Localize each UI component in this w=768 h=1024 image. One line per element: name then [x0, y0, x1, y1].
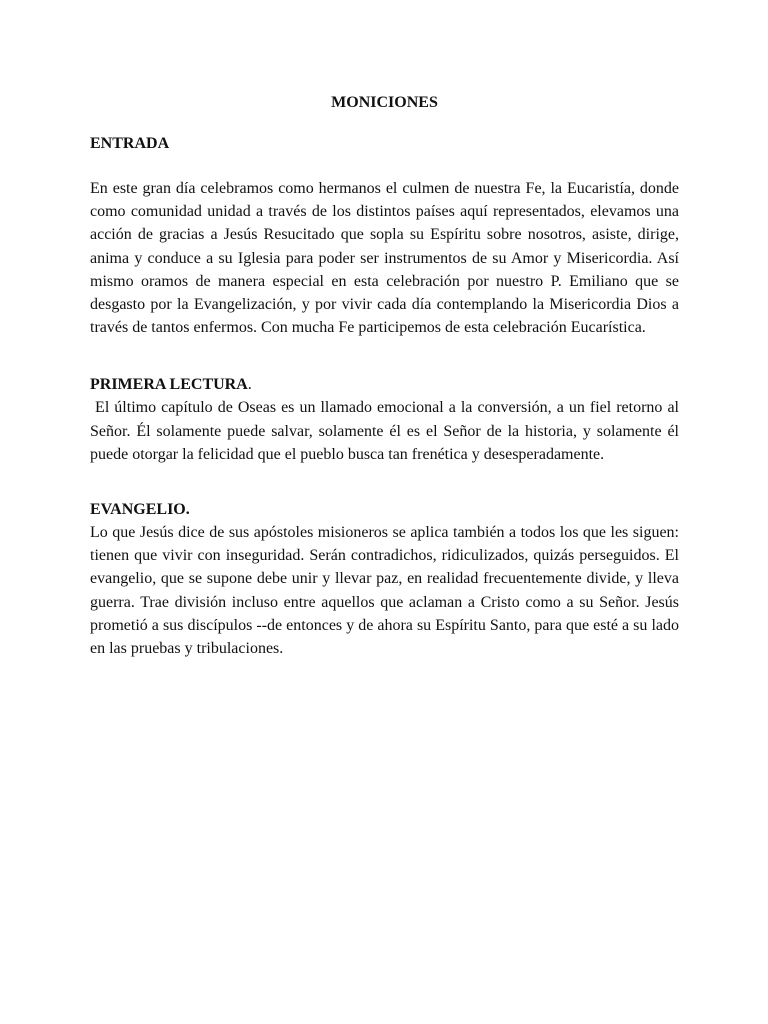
- section-heading-evangelio: EVANGELIO.: [90, 501, 190, 519]
- section-body-evangelio: Lo que Jesús dice de sus apóstoles misioneros se aplica también a todos los que les siguen: tienen que vivir con inseguridad. Serán contradichos, ridiculizados, quizás perseguidos. El evangelio, que se supone debe unir y llevar paz, en realidad frecuentemente divide, y lleva guerra. Trae división incluso entre aquellos que aclaman a Cristo como a su Señor. Jesús prometió a sus discípulos --de entonces y de ahora su Espíritu Santo, para que esté a su lado en las pruebas y tribulaciones.: [90, 524, 679, 658]
- section-heading-primera-lectura: [90, 373, 679, 396]
- document-title: MONICIONES: [331, 94, 438, 111]
- section-heading-entrada: ENTRADA: [90, 135, 170, 152]
- section-body-entrada: En este gran día celebramos como hermanos el culmen de nuestra Fe, la Eucaristía, donde como comunidad unidad a través de los distintos países aquí representados, elevamos una acción de gracias a Jesús Resucitado que sopla su Espíritu sobre nosotros, asiste, dirige, anima y conduce a su Iglesia para poder ser instrumentos de su Amor y Misericordia. Así mismo oramos de manera especial en esta celebración por nuestro P. Emiliano que se desgasto por la Evangelización, y por vivir cada día contemplando la Misericordia Dios a través de tantos enfermos. Con mucha Fe participemos de esta celebración Eucarística.: [90, 180, 679, 337]
- section-body-primera-lectura: El último capítulo de Oseas es un llamado emocional a la conversión, a un fiel retorno al Señor. Él solamente puede salvar, solamente él es el Señor de la historia, y solamente él puede otorgar la felicidad que el pueblo busca tan frenética y desesperadamente.: [90, 399, 684, 463]
- section-entrada: [90, 132, 679, 339]
- section-heading-primera-lectura-period: .: [247, 376, 252, 394]
- section-evangelio: [90, 498, 679, 660]
- section-heading-primera-lectura-text: PRIMERA LECTURA: [90, 376, 248, 394]
- section-primera-lectura: [90, 373, 684, 466]
- document-page: [90, 92, 684, 660]
